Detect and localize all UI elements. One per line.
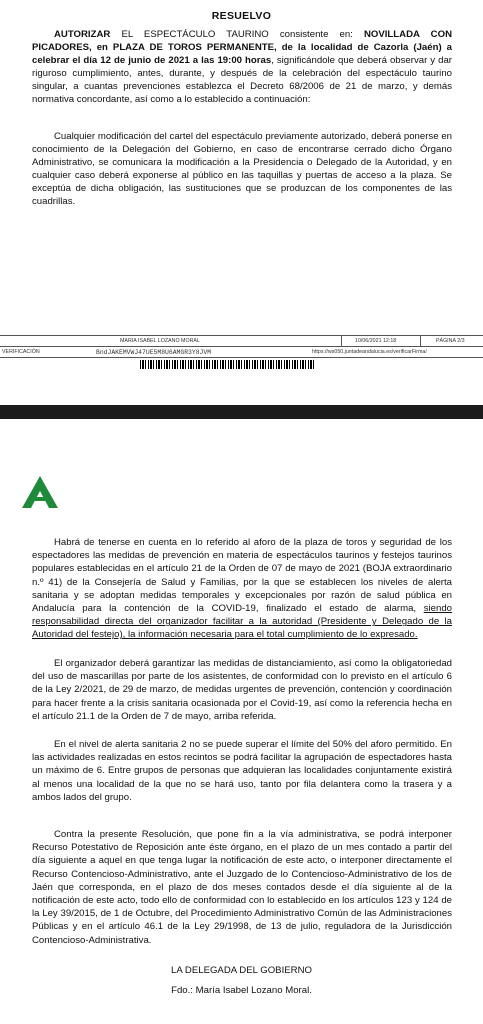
authorize-word: AUTORIZAR — [54, 29, 111, 40]
page-number: PÁGINA 2/3 — [436, 338, 465, 344]
paragraph-distancing: El organizador deberá garantizar las medidas de distanciamiento, así como la obligatoriedad del uso de mascarillas por parte de los asistentes, de conformidad con lo previsto en el artículo 6 de la Ley 2/2021, de 29 de marzo, de medidas urgentes de prevención, contención y coordinación para hacer frente a la crisis sanitaria ocasionada por el Covid-19, así como la referencia hecha en el artículo 21.1 de la Orden de 7 de mayo, arriba referida. — [32, 658, 452, 722]
paragraph-capacity — [32, 536, 452, 642]
verification-code: BndJAKEMVWJ47UE5M8U6AMGR3Y8JVM — [96, 349, 212, 356]
signer-name: MARIA ISABEL LOZANO MORAL — [120, 338, 200, 344]
authorization-text-2: , significándole que deberá observar y dar riguroso cumplimiento, antes, durante, y después de la celebración del espectáculo taurino singular, a cuantas prevenciones establezca el Decreto 68/2006 de 21 de marzo, y demás normativa concordante, así como a lo establecido a continuación: — [32, 55, 452, 106]
capacity-responsibility-underlined: siendo responsabilidad directa del organizador facilitar a la autoridad (Presidente y Delegado de la Autoridad del festejo), la información necesaria para el total cumplimiento de lo expresado. — [32, 603, 452, 641]
verification-url[interactable]: https://ws050.juntadeandalucia.es/verificarFirma/ — [312, 349, 427, 355]
page-separator — [0, 405, 483, 419]
capacity-text: Habrá de tenerse en cuenta en lo referido al aforo de la plaza de toros y seguridad de los espectadores las medidas de prevención en materia de espectáculos taurinos y festejos taurinos populares establecidas en el artículo 21 de la Orden de 07 de mayo de 2021 (BOJA extraordinario n.º 41) de la Consejería de Salud y Familias, por la que se establecen los niveles de alerta sanitaria y se adoptan medidas temporales y excepcionales por razón de salud pública en Andalucía para la contención de la COVID-19, finalizado el estado de alarma, — [32, 537, 452, 615]
paragraph-authorization — [32, 28, 452, 107]
page-2 — [0, 0, 483, 405]
signoff-role: LA DELEGADA DEL GOBIERNO — [171, 965, 312, 976]
signature-row — [0, 335, 483, 347]
verification-label: VERIFICACIÓN — [2, 349, 40, 355]
section-title: RESUELVO — [211, 10, 272, 22]
paragraph-appeal: Contra la presente Resolución, que pone fin a la vía administrativa, se podrá interponer Recurso Potestativo de Reposición ante éste órgano, en el plazo de un mes contado a partir del día siguiente a aquel en que tenga lugar la notificación de este acto, o interponer directamente el Recurso Contencioso-Administrativo, ante el Juzgado de lo Contencioso-Administrativo de los de Jaén que corresponda, en el plazo de dos meses contados desde el día siguiente al de la notificación de este acto, todo ello de conformidad con lo establecido en los artículos 123 y 124 de la Ley 39/2015, de 1 de Octubre, del Procedimiento Administrativo Común de las Administraciones Públicas y en el artículo 46.1 de la Ley 29/1998, de 13 de julio, reguladora de la Jurisdicción Contencioso-Administrativa. — [32, 829, 452, 946]
paragraph-alert-level: En el nivel de alerta sanitaria 2 no se puede superar el límite del 50% del aforo permitido. En las actividades realizadas en estos recintos se podrá facilitar la agrupación de espectadores hasta un máximo de 6. Entre grupos de personas que adquieran las localidades conjuntamente existirá al menos una localidad de la que no se hará uso, tanto por fila delantera como la trasera y a ambos lados del grupo. — [32, 739, 452, 803]
junta-andalucia-logo-icon — [20, 474, 60, 510]
barcode — [140, 360, 315, 369]
authorization-text-1: EL ESPECTÁCULO TAURINO consistente en: — [110, 29, 364, 40]
signature-date: 10/06/2021 12:18 — [355, 338, 397, 344]
signoff-name: Fdo.: María Isabel Lozano Moral. — [171, 985, 312, 996]
paragraph-modifications: Cualquier modificación del cartel del espectáculo previamente autorizado, deberá ponerse en conocimiento de la Delegación del Gobierno, en caso de encontrarse cerrado dicho Órgano Administrativo, se comunicara la modificación a la Presidencia o Delegado de la Autoridad, y en cualquier caso deberá exponerse al público en las taquillas y puertas de acceso a la plaza. Se exceptúa de dicha obligación, las sustituciones que se produzcan de los componentes de las cuadrillas. — [32, 131, 452, 208]
verification-row — [0, 347, 483, 358]
event-details: NOVILLADA CON PICADORES, en PLAZA DE TOROS PERMANENTE, de la localidad de Cazorla (Jaén) a celebrar el día 12 de junio de 2021 a las 19:00 horas — [32, 29, 453, 67]
